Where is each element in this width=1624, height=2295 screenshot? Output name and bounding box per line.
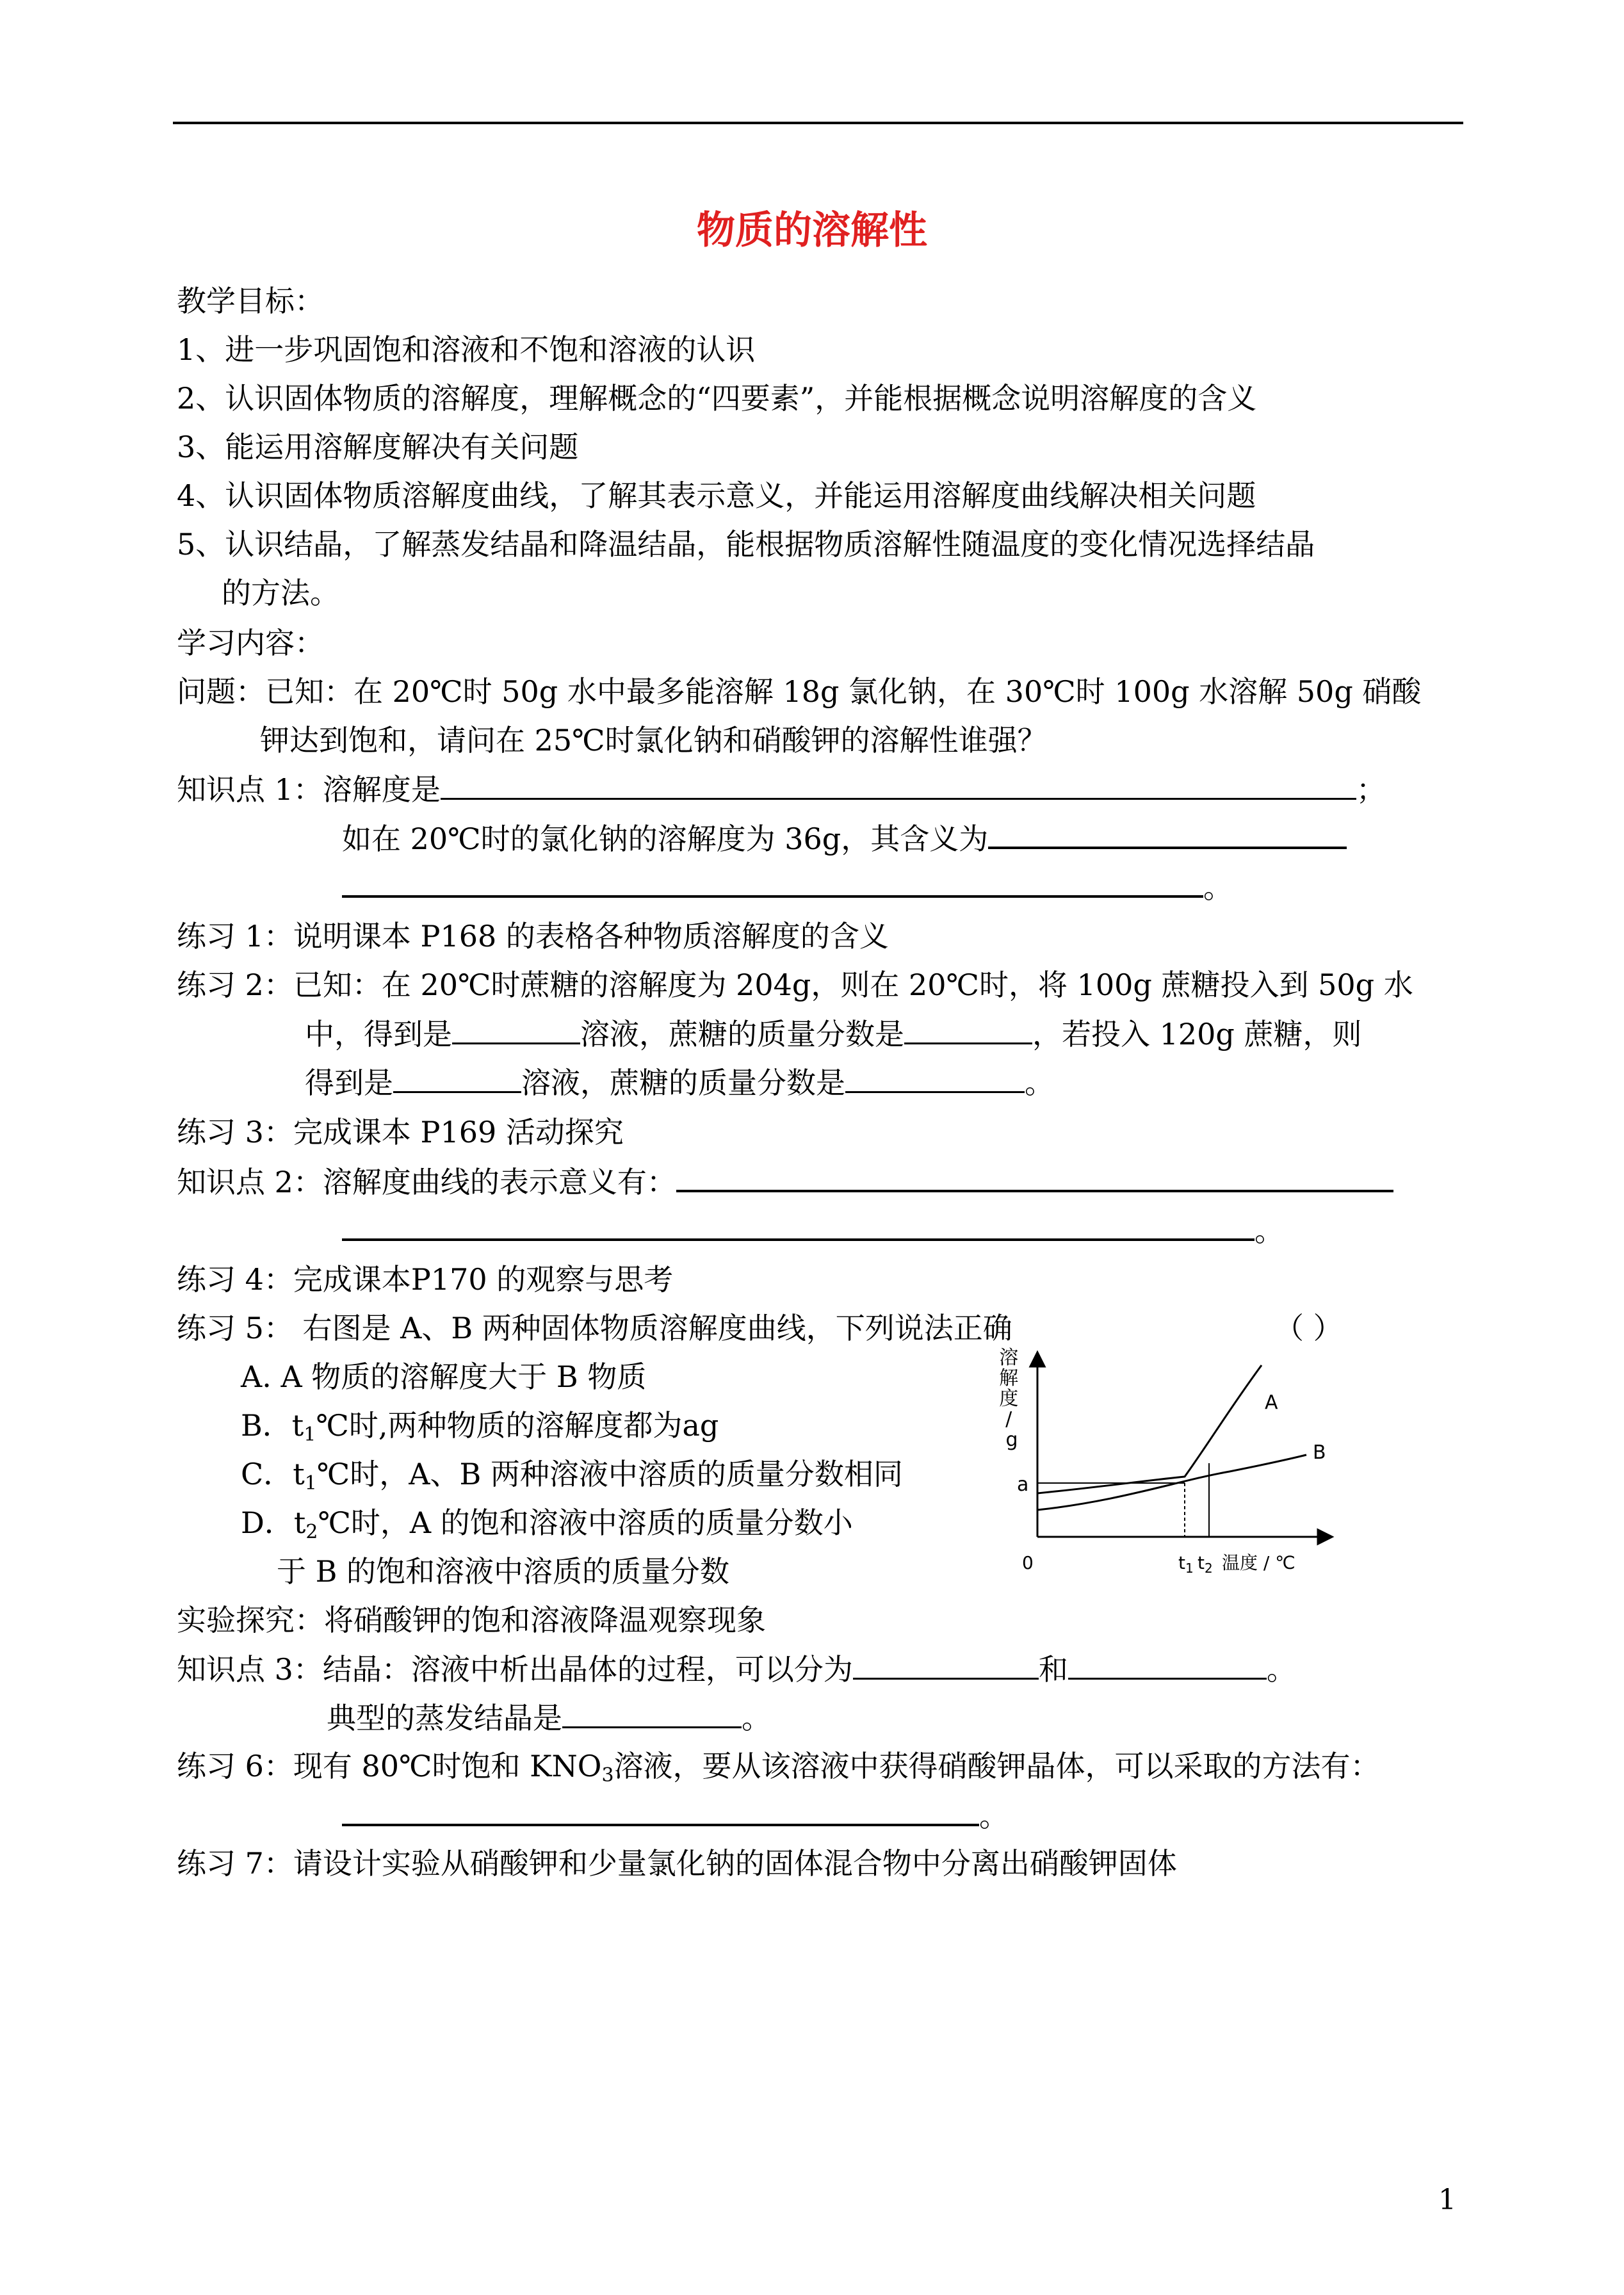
ex2-blank-3[interactable]	[393, 1063, 521, 1093]
kp3-text-a: 知识点 3：结晶：溶液中析出晶体的过程，可以分为	[177, 1652, 853, 1687]
y-label-char-5: g	[1005, 1429, 1018, 1451]
ex2-blank-2[interactable]	[904, 1014, 1032, 1044]
kp1-end: ；	[1356, 772, 1386, 807]
exercise-6-line-2	[342, 1796, 1009, 1835]
objective-2: 2、认识固体物质的溶解度，理解概念的“四要素”，并能根据概念说明溶解度的含义	[177, 381, 1257, 416]
option-d-continued: 于 B 的饱和溶液中溶质的质量分数	[277, 1554, 730, 1589]
kp3-period: 。	[1266, 1652, 1296, 1687]
content-heading: 学习内容：	[177, 626, 324, 660]
option-d	[241, 1504, 853, 1542]
ex2-text-b: 溶液，蔗糖的质量分数是	[580, 1017, 904, 1051]
option-c-pre: C．t	[241, 1457, 305, 1491]
exercise-2-line-2	[305, 1014, 1362, 1053]
ex2-blank-1[interactable]	[452, 1014, 580, 1044]
ex6-period: 。	[979, 1799, 1009, 1833]
exercise-1: 练习 1：说明课本 P168 的表格各种物质溶解度的含义	[177, 919, 889, 953]
exercise-3: 练习 3：完成课本 P169 活动探究	[177, 1115, 624, 1149]
kp3-text-b: 和	[1038, 1652, 1068, 1687]
option-d-post: ℃时，A 的饱和溶液中溶质的质量分数小	[318, 1505, 853, 1540]
answer-parentheses[interactable]: （ ）	[1274, 1311, 1343, 1345]
kp1-example-text: 如在 20℃时的氯化钠的溶解度为 36g，其含义为	[342, 822, 989, 856]
page-title: 物质的溶解性	[697, 208, 927, 253]
option-b-post: ℃时,两种物质的溶解度都为ag	[316, 1408, 719, 1443]
kp3-example-text: 典型的蒸发结晶是	[327, 1701, 562, 1735]
kp3-blank-1[interactable]	[853, 1650, 1039, 1680]
kp2-blank-2[interactable]	[342, 1210, 1255, 1241]
objective-3: 3、能运用溶解度解决有关问题	[177, 430, 579, 464]
question-line-1: 问题：已知：在 20℃时 50g 水中最多能溶解 18g 氯化钠，在 30℃时 100g 水溶解 50g 硝酸	[177, 674, 1422, 709]
option-d-pre: D．t	[241, 1505, 306, 1540]
objective-5: 5、认识结晶，了解蒸发结晶和降温结晶，能根据物质溶解性随温度的变化情况选择结晶	[177, 527, 1315, 562]
x-axis-label: 温度 / ℃	[1222, 1552, 1295, 1573]
curve-a-label: A	[1265, 1391, 1278, 1414]
kp3-example-blank[interactable]	[562, 1698, 742, 1728]
ex2-period: 。	[1025, 1066, 1054, 1100]
ex2-text-c: ，若投入 120g 蔗糖，则	[1032, 1017, 1362, 1051]
ex6-sub: 3	[601, 1764, 614, 1787]
objectives-heading: 教学目标：	[177, 284, 324, 318]
y-label-char-1: 溶	[999, 1347, 1019, 1369]
kp2-line-2	[342, 1210, 1284, 1250]
option-b-sub: 1	[304, 1423, 316, 1446]
question-line-2: 钾达到饱和，请问在 25℃时氯化钠和硝酸钾的溶解性谁强？	[260, 723, 1047, 758]
experiment-inquiry: 实验探究：将硝酸钾的饱和溶液降温观察现象	[177, 1603, 766, 1637]
ex2-text-d: 得到是	[305, 1066, 393, 1100]
exercise-2-line-3	[305, 1063, 1054, 1102]
objective-5-continued: 的方法。	[222, 576, 339, 610]
ex2-text-a: 中，得到是	[305, 1017, 452, 1051]
option-c-sub: 1	[304, 1472, 317, 1495]
ex2-text-e: 溶液，蔗糖的质量分数是	[521, 1066, 845, 1100]
y-label-char-3: 度	[999, 1388, 1019, 1410]
curve-a	[1037, 1365, 1262, 1493]
exercise-7: 练习 7：请设计实验从硝酸钾和少量氯化钠的固体混合物中分离出硝酸钾固体	[177, 1846, 1177, 1881]
curve-b-label: B	[1313, 1441, 1326, 1464]
kp3-example-period: 。	[742, 1701, 771, 1735]
kp3-example	[327, 1698, 771, 1737]
exercise-2-line-1: 练习 2：已知：在 20℃时蔗糖的溶解度为 204g，则在 20℃时，将 100g 蔗糖投入到 50g 水	[177, 968, 1413, 1002]
option-b	[241, 1406, 719, 1445]
exercise-5: 练习 5： 右图是 A、B 两种固体物质溶解度曲线，下列说法正确	[177, 1311, 1012, 1345]
objective-1: 1、进一步巩固饱和溶液和不饱和溶液的认识	[177, 332, 756, 367]
t1-label: $t_1$	[1178, 1552, 1194, 1576]
knowledge-point-1	[177, 770, 1386, 809]
kp2-blank[interactable]	[676, 1162, 1393, 1192]
option-d-sub: 2	[305, 1521, 318, 1543]
option-a: A. A 物质的溶解度大于 B 物质	[241, 1359, 647, 1394]
option-c-post: ℃时，A、B 两种溶液中溶质的质量分数相同	[316, 1457, 903, 1491]
t2-label: $t_2$	[1198, 1552, 1213, 1576]
kp1-blank[interactable]	[441, 770, 1356, 800]
ex2-blank-4[interactable]	[845, 1063, 1025, 1093]
kp3-blank-2[interactable]	[1068, 1650, 1267, 1680]
header-rule	[173, 122, 1463, 124]
y-label-char-2: 解	[999, 1367, 1019, 1390]
objective-4: 4、认识固体物质溶解度曲线，了解其表示意义，并能运用溶解度曲线解决相关问题	[177, 478, 1256, 513]
kp1-example-blank[interactable]	[988, 818, 1347, 849]
knowledge-point-3	[177, 1650, 1296, 1689]
kp1-example-line-2	[342, 867, 1233, 907]
option-b-pre: B．t	[241, 1408, 304, 1443]
a-mark: a	[1017, 1473, 1029, 1496]
kp1-example	[342, 818, 1347, 858]
ex6-post: 溶液，要从该溶液中获得硝酸钾晶体，可以采取的方法有：	[613, 1749, 1380, 1783]
solubility-curve-figure	[961, 1345, 1345, 1588]
ex6-pre: 练习 6：现有 80℃时饱和 KNO	[177, 1749, 602, 1783]
knowledge-point-2	[177, 1162, 1393, 1201]
kp2-label: 知识点 2：溶解度曲线的表示意义有：	[177, 1165, 676, 1199]
kp1-label: 知识点 1：溶解度是	[177, 772, 441, 807]
exercise-6	[177, 1747, 1380, 1785]
origin-label: 0	[1022, 1552, 1034, 1573]
y-axis-label	[999, 1347, 1025, 1451]
kp1-example-blank-2[interactable]	[342, 867, 1203, 898]
option-c	[241, 1455, 903, 1493]
page-number: 1	[1438, 2184, 1456, 2216]
y-label-char-4: /	[1005, 1408, 1012, 1431]
exercise-4: 练习 4：完成课本P170 的观察与思考	[177, 1262, 674, 1297]
kp2-period: 。	[1255, 1213, 1284, 1248]
kp1-period: 。	[1203, 870, 1233, 905]
ex6-blank[interactable]	[342, 1796, 979, 1826]
